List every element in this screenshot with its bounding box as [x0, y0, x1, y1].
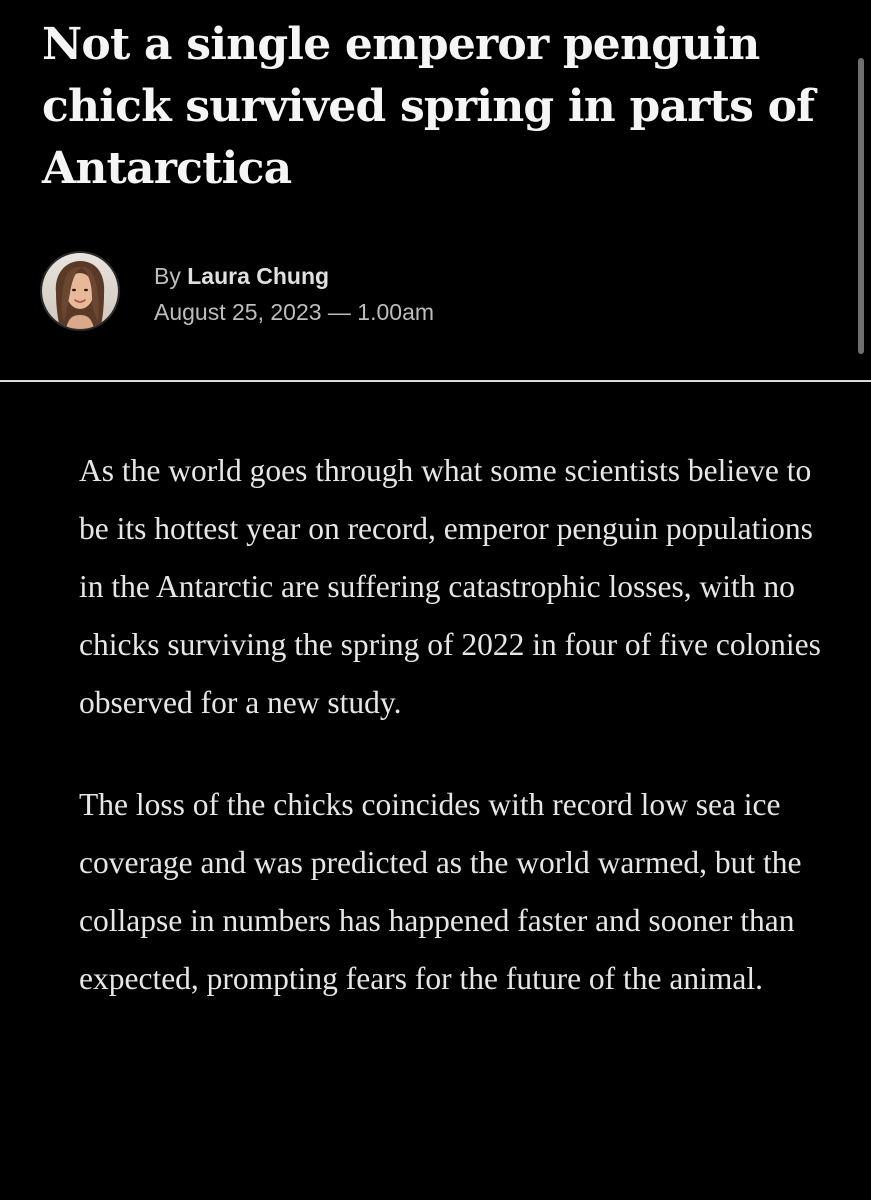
scrollbar-thumb[interactable]	[858, 58, 864, 354]
author-avatar[interactable]	[40, 251, 120, 331]
byline	[154, 258, 434, 330]
article-header	[0, 0, 871, 380]
article-paragraph: The loss of the chicks coincides with record low sea ice coverage and was predicted as the world warmed, but the collapse in numbers has happened faster and sooner than expected, prompting fears for the future of the animal.	[79, 787, 802, 996]
article-paragraph: As the world goes through what some scientists believe to be its hottest year on record, emperor penguin populations in the Antarctic are suffering catastrophic losses, with no chicks surviving the spring of 2022 in four of five colonies observed for a new study.	[79, 453, 821, 720]
author-name-link[interactable]: Laura Chung	[187, 263, 330, 289]
byline-prefix: By	[154, 263, 181, 289]
publish-date: August 25, 2023 — 1.00am	[154, 299, 435, 325]
article-body	[79, 442, 839, 1052]
author-portrait-icon	[42, 253, 118, 329]
header-divider	[0, 380, 871, 382]
article-headline: Not a single emperor penguin chick survived spring in parts of Antarctica	[42, 19, 815, 194]
